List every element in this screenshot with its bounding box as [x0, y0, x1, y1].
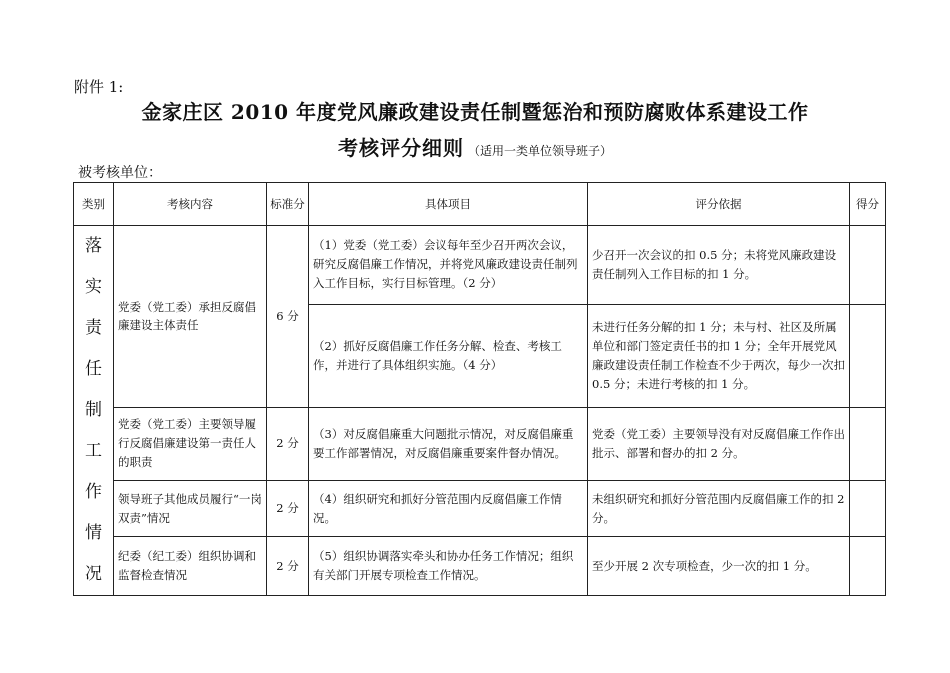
- basis-cell: 党委（党工委）主要领导没有对反腐倡廉工作作出批示、部署和督办的扣 2 分。: [588, 407, 850, 480]
- attachment-label: 附件 1:: [74, 78, 124, 96]
- standard-score-cell: 6 分: [267, 226, 309, 408]
- project-cell: （2）抓好反腐倡廉工作任务分解、检查、考核工作，并进行了具体组织实施。（4 分）: [309, 304, 588, 407]
- content-cell: 纪委（纪工委）组织协调和监督检查情况: [114, 537, 267, 596]
- document-subtitle: [0, 132, 950, 161]
- basis-cell: 至少开展 2 次专项检查，少一次的扣 1 分。: [588, 537, 850, 596]
- content-cell: 党委（党工委）承担反腐倡廉建设主体责任: [114, 226, 267, 408]
- standard-score-cell: 2 分: [267, 407, 309, 480]
- category-char: 任: [85, 359, 102, 379]
- table-row: [74, 480, 886, 537]
- project-cell: （1）党委（党工委）会议每年至少召开两次会议，研究反腐倡廉工作情况，并将党风廉政建设责任制列入工作目标，实行目标管理。（2 分）: [309, 226, 588, 305]
- document-title: 金家庄区 2010 年度党风廉政建设责任制暨惩治和预防腐败体系建设工作: [141, 100, 809, 124]
- basis-cell: 未进行任务分解的扣 1 分；未与村、社区及所属单位和部门签定责任书的扣 1 分；全年开展党风廉政建设责任制工作检查不少于两次，每少一次扣 0.5 分；未进行考核的扣 1 分。: [588, 304, 850, 407]
- content-cell: 党委（党工委）主要领导履行反腐倡廉建设第一责任人的职责: [114, 407, 267, 480]
- score-cell[interactable]: [850, 407, 886, 480]
- project-cell: （4）组织研究和抓好分管范围内反腐倡廉工作情况。: [309, 480, 588, 537]
- category-char: 工: [85, 441, 102, 461]
- category-char: 制: [85, 400, 102, 420]
- basis-cell: 未组织研究和抓好分管范围内反腐倡廉工作的扣 2 分。: [588, 480, 850, 537]
- table-row: [74, 407, 886, 480]
- category-cell: [74, 226, 114, 596]
- header-content: 考核内容: [114, 183, 267, 226]
- unit-label: 被考核单位：: [78, 165, 162, 181]
- score-cell[interactable]: [850, 304, 886, 407]
- header-category: 类别: [74, 183, 114, 226]
- title-note: （适用一类单位领导班子）: [467, 144, 612, 158]
- category-char: 作: [85, 482, 102, 502]
- content-cell: 领导班子其他成员履行“一岗双责”情况: [114, 480, 267, 537]
- header-score: 得分: [850, 183, 886, 226]
- standard-score-cell: 2 分: [267, 480, 309, 537]
- header-standard-score: 标准分: [267, 183, 309, 226]
- scoring-table: [73, 182, 886, 596]
- category-char: 实: [85, 277, 102, 297]
- score-cell[interactable]: [850, 480, 886, 537]
- table-row: [74, 226, 886, 305]
- category-char: 落: [85, 236, 102, 256]
- standard-score-cell: 2 分: [267, 537, 309, 596]
- project-cell: （3）对反腐倡廉重大问题批示情况，对反腐倡廉重要工作部署情况，对反腐倡廉重要案件督办情况。: [309, 407, 588, 480]
- score-cell[interactable]: [850, 226, 886, 305]
- header-basis: 评分依据: [588, 183, 850, 226]
- project-cell: （5）组织协调落实牵头和协办任务工作情况；组织有关部门开展专项检查工作情况。: [309, 537, 588, 596]
- title-line2: 考核评分细则: [337, 136, 464, 160]
- table-row: [74, 537, 886, 596]
- category-char: 情: [85, 523, 102, 543]
- header-project: 具体项目: [309, 183, 588, 226]
- table-header-row: [74, 183, 886, 226]
- score-cell[interactable]: [850, 537, 886, 596]
- basis-cell: 少召开一次会议的扣 0.5 分；未将党风廉政建设责任制列入工作目标的扣 1 分。: [588, 226, 850, 305]
- category-char: 况: [85, 564, 102, 584]
- category-char: 责: [85, 318, 102, 338]
